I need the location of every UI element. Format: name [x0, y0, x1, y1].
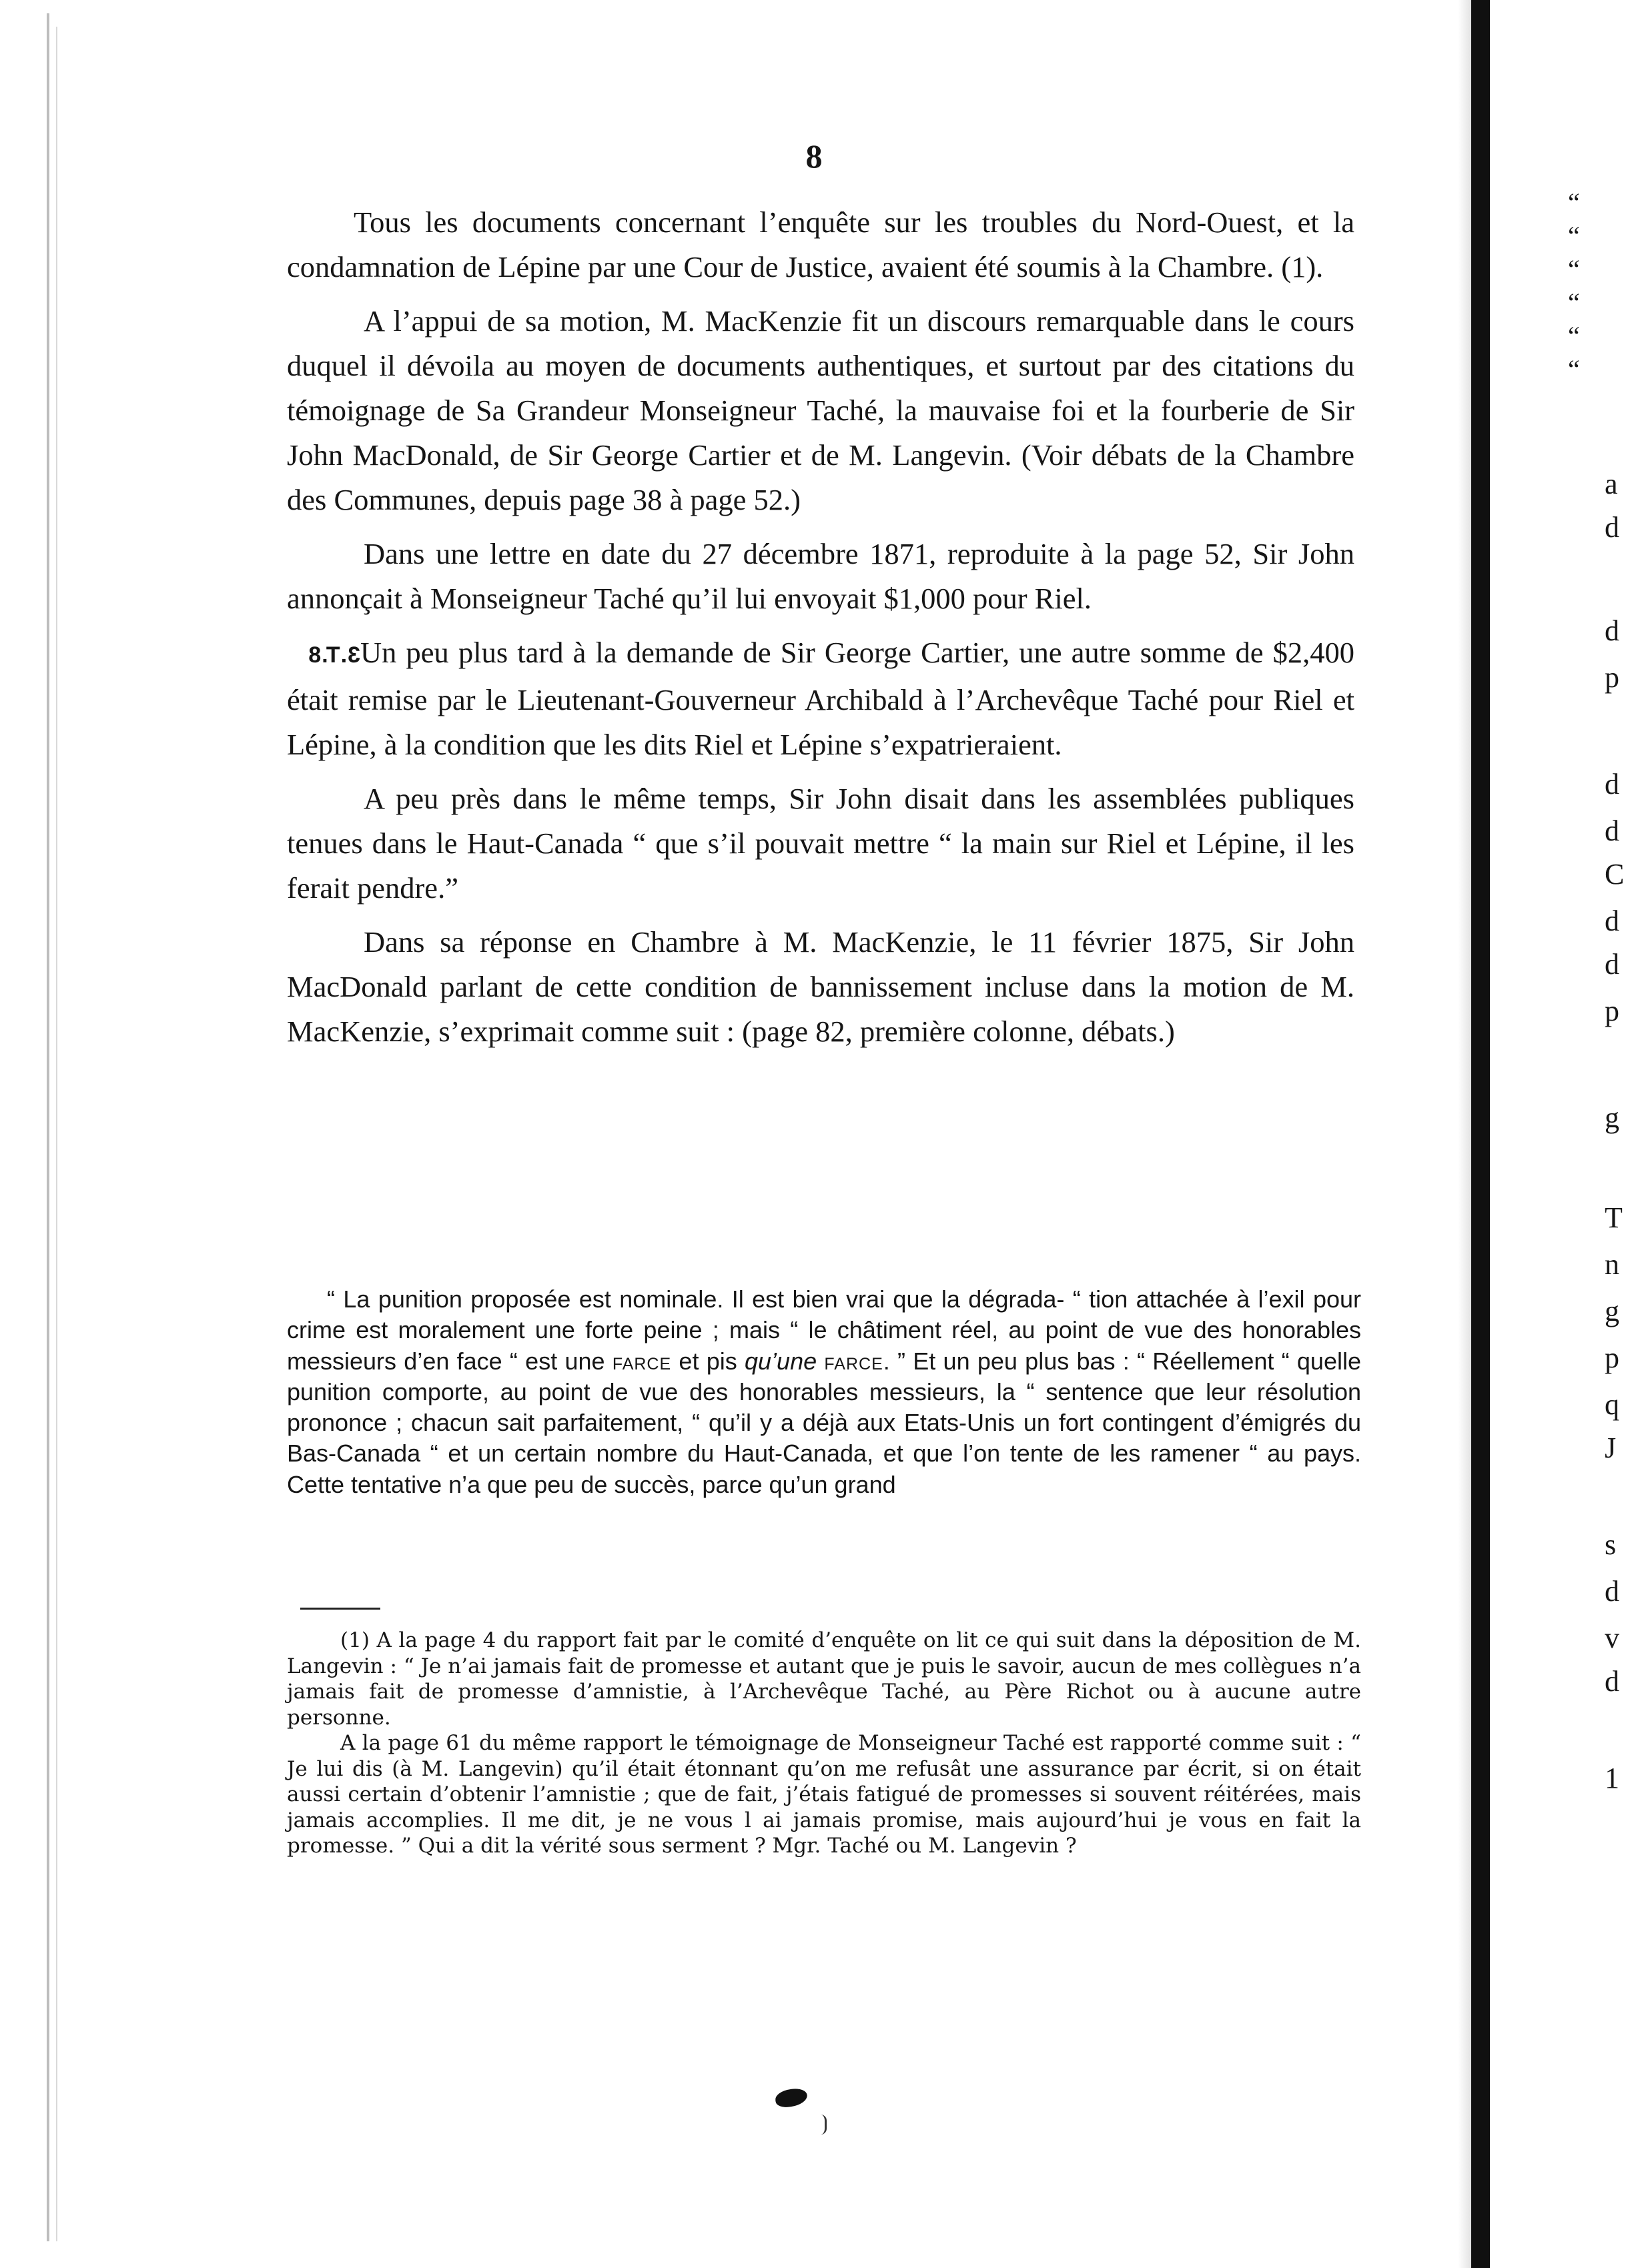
quote-italic: qu’une: [745, 1347, 817, 1375]
fragment-letter: g: [1605, 1295, 1619, 1327]
fragment-letter: C: [1605, 858, 1625, 891]
fragment-letter: d: [1605, 614, 1619, 647]
paragraph: A peu près dans le même temps, Sir John disait dans les assemblées publiques tenues dans le Haut-Canada “ que s’il pouvait mettre “ la main sur Riel et Lépine, il les ferait pendre.”: [287, 782, 1354, 905]
fragment-letter: d: [1605, 814, 1619, 847]
page-edge: [47, 13, 49, 2241]
fragment-letter: T: [1605, 1201, 1623, 1234]
fragment-quote-mark: “: [1568, 221, 1580, 251]
fragment-letter: d: [1605, 905, 1619, 937]
paragraph-text: Un peu plus tard à la demande de Sir George Cartier, une autre somme de $2,400 était remise par le Lieutenant-Gouverneur Archibald à l’Archevêque Taché pour Riel et Lépine, à la condition que les dits Riel et Lépine s’expatrieraient.: [287, 636, 1354, 761]
fragment-quote-mark: “: [1568, 321, 1580, 351]
page-edge-inner: [56, 27, 57, 2241]
quote-segment: et pis: [671, 1347, 745, 1375]
footnote: A la page 61 du même rapport le témoignage de Monseigneur Taché est rapporté comme suit : “ Je lui dis (à M. Langevin) qu’il était étonnant qu’on me refusât une assurance par écrit, si on était aussi certain d’obtenir l’amnistie ; que de fait, j’étais fatigué de promesses si souvent réitérées, mais jamais accomplies. Il me dit, je ne vous l ai jamais promise, mais aujourd’hui je vous en fait la promesse. ” Qui a dit la vérité sous serment ? Mgr. Taché ou M. Langevin ?: [287, 1731, 1361, 1858]
book-gutter: [1471, 0, 1490, 2268]
quote-segment: “ La punition proposée est nominale. Il est bien vrai que la dégrada- “ tion attachée à l’exil pour crime est moralement une forte peine ; mais “ le châtiment réel, au point de vue des honorables messieurs d’en face “ est une: [287, 1285, 1361, 1375]
paragraph: Tous les documents concernant l’enquête sur les troubles du Nord-Ouest, et la condamnation de Lépine par une Cour de Justice, avaient été soumis à la Chambre. (1).: [287, 205, 1354, 284]
gutter-shadow: [1458, 0, 1471, 2268]
fragment-letter: p: [1605, 1341, 1619, 1374]
fragment-letter: a: [1605, 468, 1618, 500]
paragraph: Dans une lettre en date du 27 décembre 1871, reproduite à la page 52, Sir John annonçait à Monseigneur Taché qu’il lui envoyait $1,000 pour Riel.: [287, 537, 1354, 615]
fragment-letter: d: [1605, 511, 1619, 544]
paragraph: A l’appui de sa motion, M. MacKenzie fit un discours remarquable dans le cours duquel il dévoila au moyen de documents authentiques, et surtout par des citations du témoignage de Sa Grandeur Monseigneur Taché, la mauvaise foi et la fourberie de Sir John MacDonald, de Sir George Cartier et de M. Langevin. (Voir débats de la Chambre des Communes, depuis page 38 à page 52.): [287, 304, 1354, 516]
fragment-letter: s: [1605, 1528, 1617, 1561]
ink-mark: [821, 2115, 827, 2135]
page-number: 8: [805, 137, 823, 175]
footnote: (1) A la page 4 du rapport fait par le comité d’enquête on lit ce qui suit dans la déposition de M. Langevin : “ Je n’ai jamais fait de promesse et autant que je puis le savoir, aucun de mes collègues n’a jamais fait de promesse d’amnistie, à l’Archevêque Taché, au Père Richot ou à aucune autre personne.: [287, 1628, 1361, 1730]
quote-text: [287, 1284, 1361, 1500]
fragment-quote-mark: “: [1568, 288, 1580, 318]
main-text: [287, 200, 1354, 1063]
footnote-rule: [300, 1608, 380, 1610]
quote-segment: . ” Et un peu plus bas : “ Réellement “ quelle punition comporte, au point de vue des honorables messieurs, la “ sentence que leur résolution prononce ; chacun sait parfaitement, “ qu’il y a déjà aux Etats-Unis un fort contingent d’émigrés du Bas-Canada “ et un certain nombre du Haut-Canada, et que l’on tente de les ramener “ au pays. Cette tentative n’a que peu de succès, parce qu’un grand: [287, 1347, 1361, 1498]
fragment-quote-mark: “: [1568, 254, 1580, 284]
fragment-letter: q: [1605, 1388, 1619, 1421]
fragment-letter: J: [1605, 1432, 1617, 1464]
block-quote: [287, 1284, 1361, 1500]
quote-smallcaps: farce: [612, 1347, 672, 1375]
fragment-letter: p: [1605, 661, 1619, 694]
paragraph: Dans sa réponse en Chambre à M. MacKenzie, le 11 février 1875, Sir John MacDonald parlant de cette condition de bannissement incluse dans la motion de M. MacKenzie, s’exprimait comme suit : (page 82, première colonne, débats.): [287, 925, 1354, 1048]
margin-mark: 3.T.8: [308, 642, 360, 668]
fragment-letter: v: [1605, 1622, 1619, 1654]
fragment-quote-mark: “: [1568, 187, 1580, 217]
fragment-letter: p: [1605, 995, 1619, 1027]
fragment-letter: 1: [1605, 1762, 1619, 1794]
fragment-letter: d: [1605, 948, 1619, 981]
fragment-letter: n: [1605, 1248, 1619, 1281]
fragment-letter: d: [1605, 768, 1619, 800]
fragment-quote-mark: “: [1568, 354, 1580, 384]
footnotes: [287, 1628, 1361, 1859]
paragraph: [287, 630, 1354, 767]
fragment-letter: g: [1605, 1101, 1619, 1134]
fragment-letter: d: [1605, 1665, 1619, 1698]
fragment-letter: d: [1605, 1575, 1619, 1608]
quote-smallcaps: farce: [824, 1347, 883, 1375]
